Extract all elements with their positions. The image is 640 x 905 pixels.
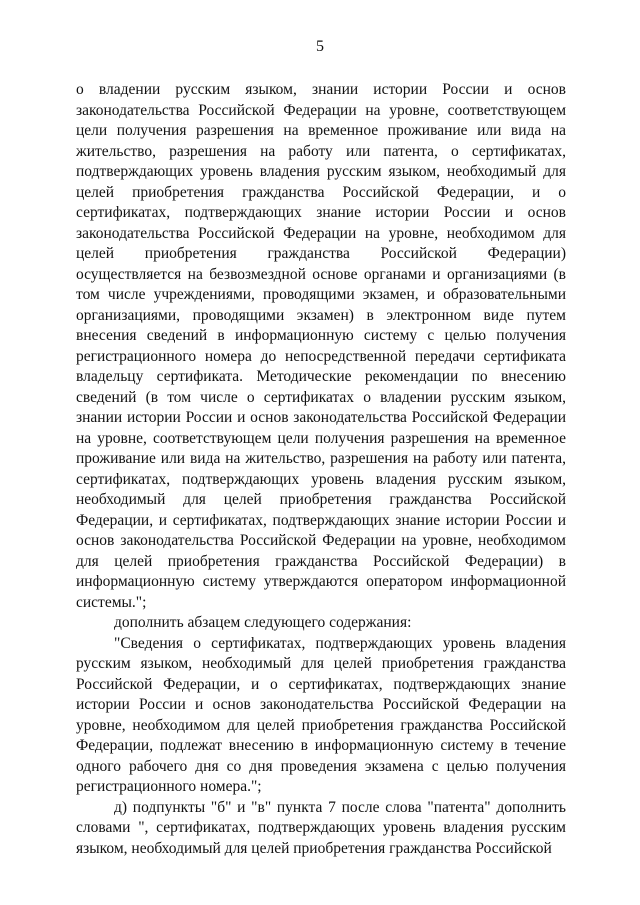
paragraph-quoted-text: "Сведения о сертификатах, подтверждающих уровень владения русским языком, необходимый для целей приобретения гражданства Российской Федерации, и о сертификатах, подтверждающих знание истории России и основ законодательства Российской Федерации на уровне, необходимом для целей приобретения гражданства Российской Федерации, подлежат внесению в информационную систему в течение одного рабочего дня со дня проведения экзамена с целью получения регистрационного номера.";: [76, 634, 566, 795]
page-number: 5: [316, 38, 324, 55]
paragraph-add-instruction: дополнить абзацем следующего содержания:: [114, 614, 412, 631]
paragraph-item-d: д) подпункты "б" и "в" пункта 7 после слова "патента" дополнить словами ", сертификатах, подтверждающих уровень владения русским языком, необходимый для целей приобретения гражданства Российской: [76, 798, 566, 857]
document-body: [76, 80, 566, 859]
paragraph-continuation: о владении русским языком, знании истории России и основ законодательства Российской Федерации на уровне, соответствующем цели получения разрешения на временное проживание или вида на жительство, разрешения на работу или патента, о сертификатах, подтверждающих уровень владения русским языком, необходимый для целей приобретения гражданства Российской Федерации, и о сертификатах, подтверждающих знание истории России и основ законодательства Российской Федерации на уровне, необходимом для целей приобретения гражданства Российской Федерации) осуществляется на безвозмездной основе органами и организациями (в том числе учреждениями, проводящими экзамен, и образовательными организациями, проводящими экзамен) в электронном виде путем внесения сведений в информационную систему с целью получения регистрационного номера до непосредственной передачи сертификата владельцу сертификата. Методические рекомендации по внесению сведений (в том числе о сертификатах о владении русским языком, знании истории России и основ законодательства Российской Федерации на уровне, соответствующем цели получения разрешения на временное проживание или вида на жительство, разрешения на работу или патента, сертификатах, подтверждающих уровень владения русским языком, необходимый для целей приобретения гражданства Российской Федерации, и сертификатах, подтверждающих знание истории России и основ законодательства Российской Федерации на уровне, необходимом для целей приобретения гражданства Российской Федерации) в информационную систему утверждаются оператором информационной системы.";: [76, 81, 566, 611]
